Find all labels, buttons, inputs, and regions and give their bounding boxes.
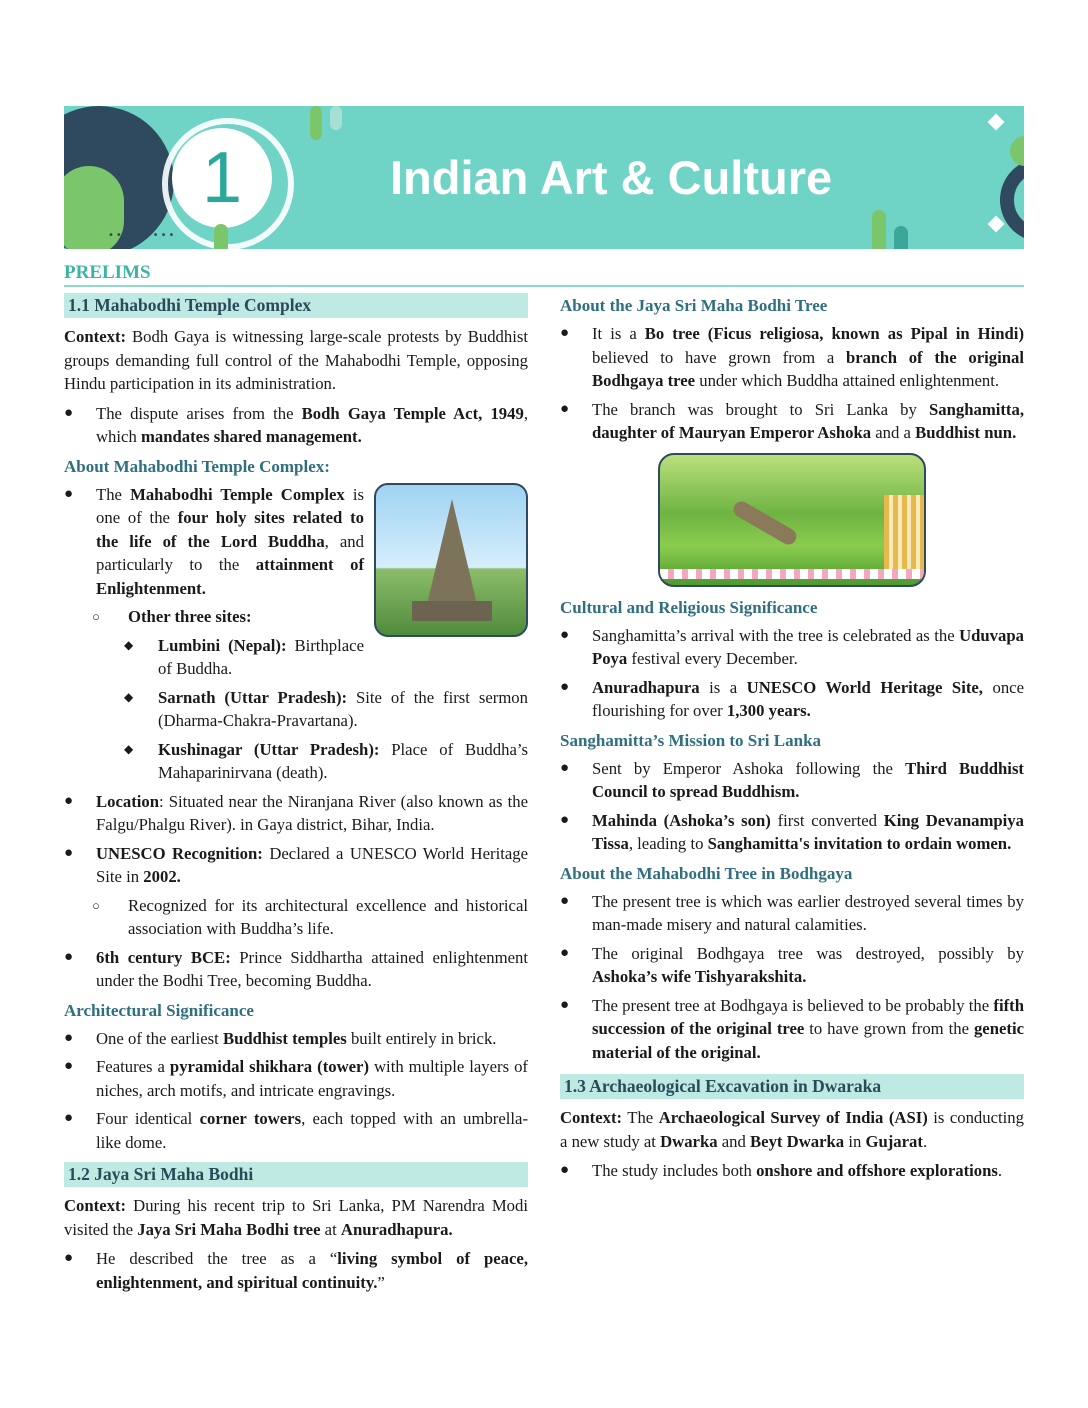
decor-pill — [330, 106, 342, 130]
subheading: About Mahabodhi Temple Complex: — [64, 456, 330, 476]
bullet-icon: ● — [64, 404, 74, 421]
diamond-bullet-icon: ◆ — [124, 741, 134, 756]
context-paragraph: Context: The Archaeological Survey of India (ASI) is conducting a new study at Dwarka and Beyt Dwarka in Gujarat. — [560, 1108, 1024, 1151]
chapter-banner — [64, 106, 1024, 249]
decor-pill — [310, 106, 322, 140]
chapter-title: Indian Art & Culture — [390, 151, 833, 204]
bullet-icon: ● — [560, 759, 570, 776]
bullet-icon: ● — [64, 948, 74, 965]
list-item: ● The Mahabodhi Temple Complex is one of the four holy sites related to the life of the Lord Buddha, and particularly to the attainment of Enlightenment. — [64, 484, 365, 598]
subheading: Cultural and Religious Significance — [560, 597, 818, 617]
bullet-icon: ● — [560, 678, 570, 695]
list-item: ● One of the earliest Buddhist temples built entirely in brick. — [64, 1027, 528, 1051]
bullet-icon: ● — [560, 811, 570, 828]
subheading: About the Mahabodhi Tree in Bodhgaya — [560, 863, 853, 883]
circle-bullet-icon: ○ — [92, 897, 100, 913]
list-item: ● Sanghamitta’s arrival with the tree is celebrated as the Uduvapa Poya festival every December. — [560, 625, 1024, 668]
context-paragraph: Context: During his recent trip to Sri Lanka, PM Narendra Modi visited the Jaya Sri Maha Bodhi tree at Anuradhapura. — [64, 1196, 528, 1239]
list-item: ● The dispute arises from the Bodh Gaya Temple Act, 1949, which mandates shared management. — [64, 403, 528, 446]
decor-dots: •••• •••• — [108, 230, 177, 241]
bullet-icon: ● — [64, 792, 74, 809]
list-item: ● Sent by Emperor Ashoka following the Third Buddhist Council to spread Buddhism. — [560, 758, 1024, 801]
bullet-icon: ● — [64, 844, 74, 861]
bullet-icon: ● — [560, 944, 570, 961]
bullet-icon: ● — [64, 1110, 74, 1126]
bullet-icon: ● — [560, 325, 570, 341]
list-item: ○ Other three sites: — [64, 605, 528, 629]
list-item: ● The present tree at Bodhgaya is believed to be probably the fifth succession of the original tree to have grown from the genetic material of the original. — [560, 995, 1024, 1062]
bullet-icon: ● — [560, 400, 570, 417]
decor-ring — [1000, 158, 1024, 242]
chapter-number: 1 — [172, 128, 272, 228]
bullet-icon: ● — [64, 1250, 74, 1266]
list-item: ● He described the tree as a “living symbol of peace, enlightenment, and spiritual continuity.” — [64, 1249, 528, 1292]
decor-pill — [872, 210, 886, 249]
list-item: ● 6th century BCE: Prince Siddhartha attained enlightenment under the Bodhi Tree, becoming Buddha. — [64, 947, 528, 990]
diamond-bullet-icon: ◆ — [124, 637, 134, 652]
diamond-icon — [988, 216, 1005, 233]
bullet-icon: ● — [560, 892, 570, 909]
bullet-icon: ● — [64, 485, 74, 502]
list-item: ● Anuradhapura is a UNESCO World Heritage Site, once flourishing for over 1,300 years. — [560, 677, 1024, 720]
list-item: ● The branch was brought to Sri Lanka by Sanghamitta, daughter of Mauryan Emperor Ashoka and a Buddhist nun. — [560, 399, 1024, 442]
list-item: ● It is a Bo tree (Ficus religiosa, known as Pipal in Hindi) believed to have grown from a branch of the original Bodhgaya tree under which Buddha attained enlightenment. — [560, 324, 1024, 390]
list-item: ● The present tree is which was earlier destroyed several times by man-made misery and natural calamities. — [560, 891, 1024, 934]
subheading: Architectural Significance — [64, 1000, 254, 1020]
list-item: ● UNESCO Recognition: Declared a UNESCO World Heritage Site in 2002. — [64, 843, 528, 886]
section-heading: 1.2 Jaya Sri Maha Bodhi — [64, 1162, 528, 1187]
subheading: Sanghamitta’s Mission to Sri Lanka — [560, 730, 822, 750]
right-column — [560, 293, 1024, 1188]
list-item: ◆ Sarnath (Uttar Pradesh): Site of the first sermon (Dharma-Chakra-Pravartana). — [124, 687, 528, 730]
section-heading: 1.1 Mahabodhi Temple Complex — [64, 293, 528, 318]
bullet-icon: ● — [64, 1058, 74, 1074]
bullet-icon: ● — [560, 1162, 570, 1178]
list-item: ● Mahinda (Ashoka’s son) first converted King Devanampiya Tissa, leading to Sanghamitta's invitation to ordain women. — [560, 810, 1024, 853]
bullet-icon: ● — [64, 1029, 74, 1046]
list-item: ● Features a pyramidal shikhara (tower) with multiple layers of niches, arch motifs, and intricate engravings. — [64, 1057, 528, 1100]
context-paragraph: Context: Bodh Gaya is witnessing large-scale protests by Buddhist groups demanding full control of the Mahabodhi Temple, opposing Hindu participation in its administration. — [64, 327, 528, 393]
bodhi-tree-image — [658, 453, 926, 587]
bullet-icon: ● — [560, 626, 570, 643]
list-item: ● Location: Situated near the Niranjana River (also known as the Falgu/Phalgu River). in Gaya district, Bihar, India. — [64, 791, 528, 834]
list-item: ● Four identical corner towers, each topped with an umbrella-like dome. — [64, 1109, 528, 1152]
decor-pill — [894, 226, 908, 249]
section-label: PRELIMS — [64, 262, 1024, 287]
list-item: ● The study includes both onshore and offshore explorations. — [560, 1159, 1024, 1183]
list-item: ○ Recognized for its architectural excellence and historical association with Buddha’s life. — [92, 895, 528, 938]
left-column — [64, 293, 528, 1299]
bullet-icon: ● — [560, 996, 570, 1013]
list-item: ● The original Bodhgaya tree was destroyed, possibly by Ashoka’s wife Tishyarakshita. — [560, 943, 1024, 986]
diamond-bullet-icon: ◆ — [124, 689, 134, 704]
circle-bullet-icon: ○ — [92, 609, 100, 624]
decor-shape — [1010, 136, 1024, 166]
section-heading: 1.3 Archaeological Excavation in Dwaraka — [560, 1074, 1024, 1099]
list-item: ◆ Kushinagar (Uttar Pradesh): Place of Buddha’s Mahaparinirvana (death). — [124, 739, 528, 782]
diamond-icon — [988, 114, 1005, 131]
subheading: About the Jaya Sri Maha Bodhi Tree — [560, 296, 828, 315]
decor-pill — [214, 224, 228, 249]
list-item: ◆ Lumbini (Nepal): Birthplace of Buddha. — [124, 635, 364, 678]
